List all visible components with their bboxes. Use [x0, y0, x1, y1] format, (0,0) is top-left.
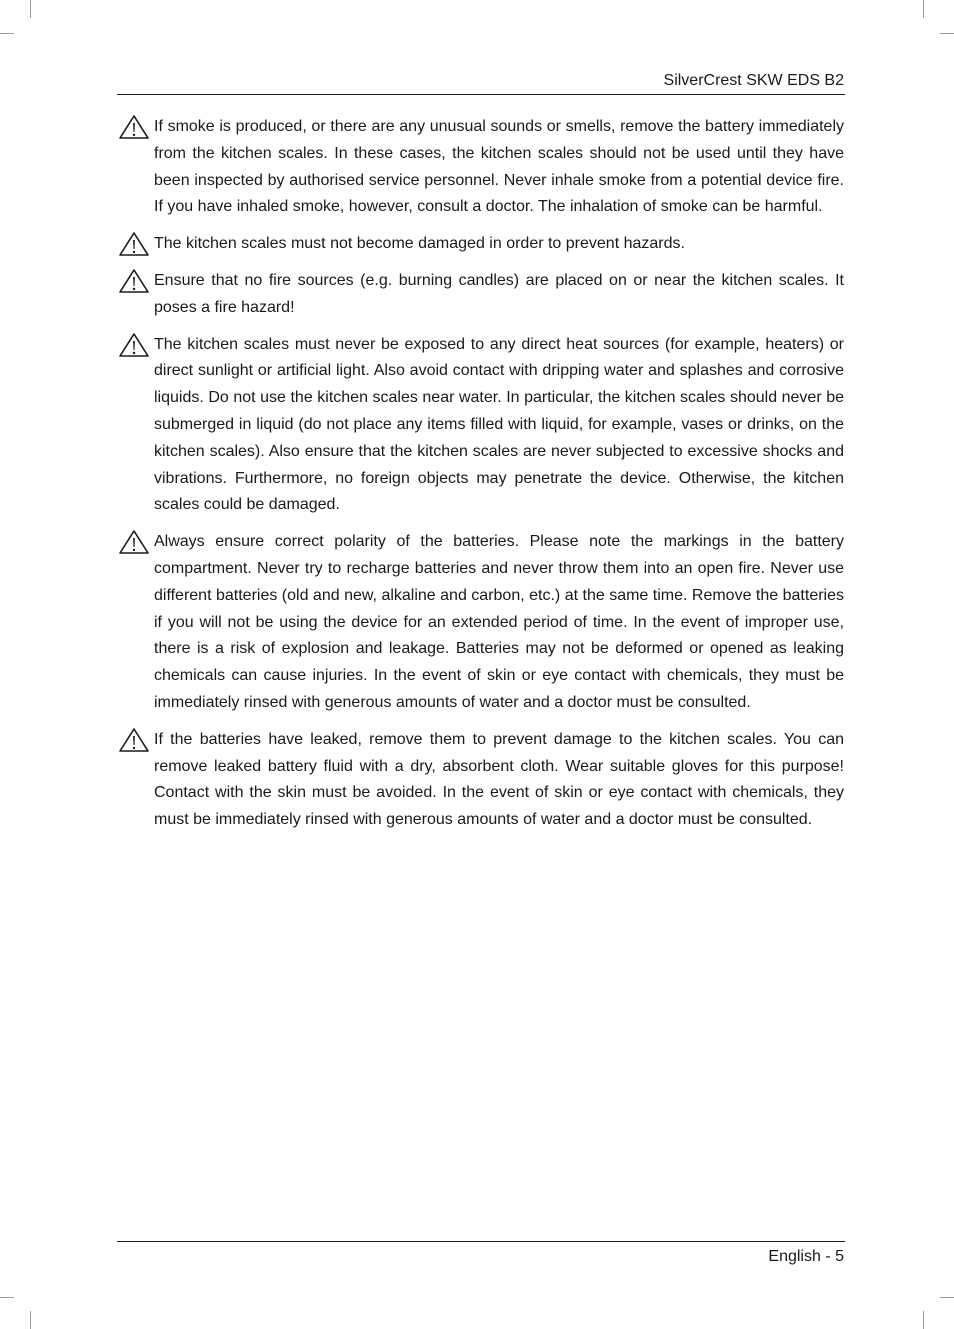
page-header-title: SilverCrest SKW EDS B2 [663, 72, 844, 89]
warning-text: The kitchen scales must never be exposed to any direct heat sources (for example, heaters) or direct sunlight or artificial light. Also avoid contact with dripping water and splashes and corrosive liquids. Do not use the kitchen scales near water. In particular, the kitchen scales should never be submerged in liquid (do not place any items filled with liquid, for example, vases or drinks, on the kitchen scales). Also ensure that the kitchen scales are never subjected to excessive shocks and vibrations. Furthermore, no foreign objects may penetrate the device. Otherwise, the kitchen scales could be damaged. [154, 335, 844, 514]
crop-mark [0, 33, 14, 34]
warning-item [118, 529, 844, 717]
warning-item [118, 231, 844, 258]
warning-item [118, 332, 844, 520]
warning-text: If the batteries have leaked, remove them to prevent damage to the kitchen scales. You can remove leaked battery fluid with a dry, absorbent cloth. Wear suitable gloves for this purpose! Contact with the skin must be avoided. In the event of skin or eye contact with chemicals, they must be immediately rinsed with generous amounts of water and a doctor must be consulted. [154, 730, 844, 829]
page-number: English - 5 [768, 1248, 844, 1265]
warning-list [118, 114, 844, 844]
crop-mark [0, 1297, 14, 1298]
crop-mark [30, 1311, 31, 1329]
crop-mark [940, 1297, 954, 1298]
warning-item [118, 727, 844, 834]
warning-triangle-icon [118, 727, 150, 753]
warning-triangle-icon [118, 529, 150, 555]
warning-triangle-icon [118, 268, 150, 294]
warning-text: Ensure that no fire sources (e.g. burning candles) are placed on or near the kitchen scales. It poses a fire hazard! [154, 271, 844, 316]
crop-mark [923, 0, 924, 18]
warning-item [118, 114, 844, 221]
warning-text: The kitchen scales must not become damaged in order to prevent hazards. [154, 235, 685, 253]
crop-mark [923, 1311, 924, 1329]
warning-triangle-icon [118, 231, 150, 257]
crop-mark [30, 0, 31, 18]
footer-rule [117, 1241, 845, 1242]
warning-triangle-icon [118, 332, 150, 358]
crop-mark [940, 33, 954, 34]
warning-text: Always ensure correct polarity of the batteries. Please note the markings in the battery compartment. Never try to recharge batteries and never throw them into an open fire. Never use different batteries (old and new, alkaline and carbon, etc.) at the same time. Remove the batteries if you will not be using the device for an extended period of time. In the event of improper use, there is a risk of explosion and leakage. Batteries may not be deformed or opened as leaking chemicals can cause injuries. In the event of skin or eye contact with chemicals, they must be immediately rinsed with generous amounts of water and a doctor must be consulted. [154, 533, 844, 711]
header-rule [117, 94, 845, 95]
warning-triangle-icon [118, 114, 150, 140]
warning-item [118, 268, 844, 322]
warning-text: If smoke is produced, or there are any unusual sounds or smells, remove the battery immediately from the kitchen scales. In these cases, the kitchen scales should not be used until they have been inspected by authorised service personnel. Never inhale smoke from a potential device fire. If you have inhaled smoke, however, consult a doctor. The inhalation of smoke can be harmful. [154, 118, 844, 216]
